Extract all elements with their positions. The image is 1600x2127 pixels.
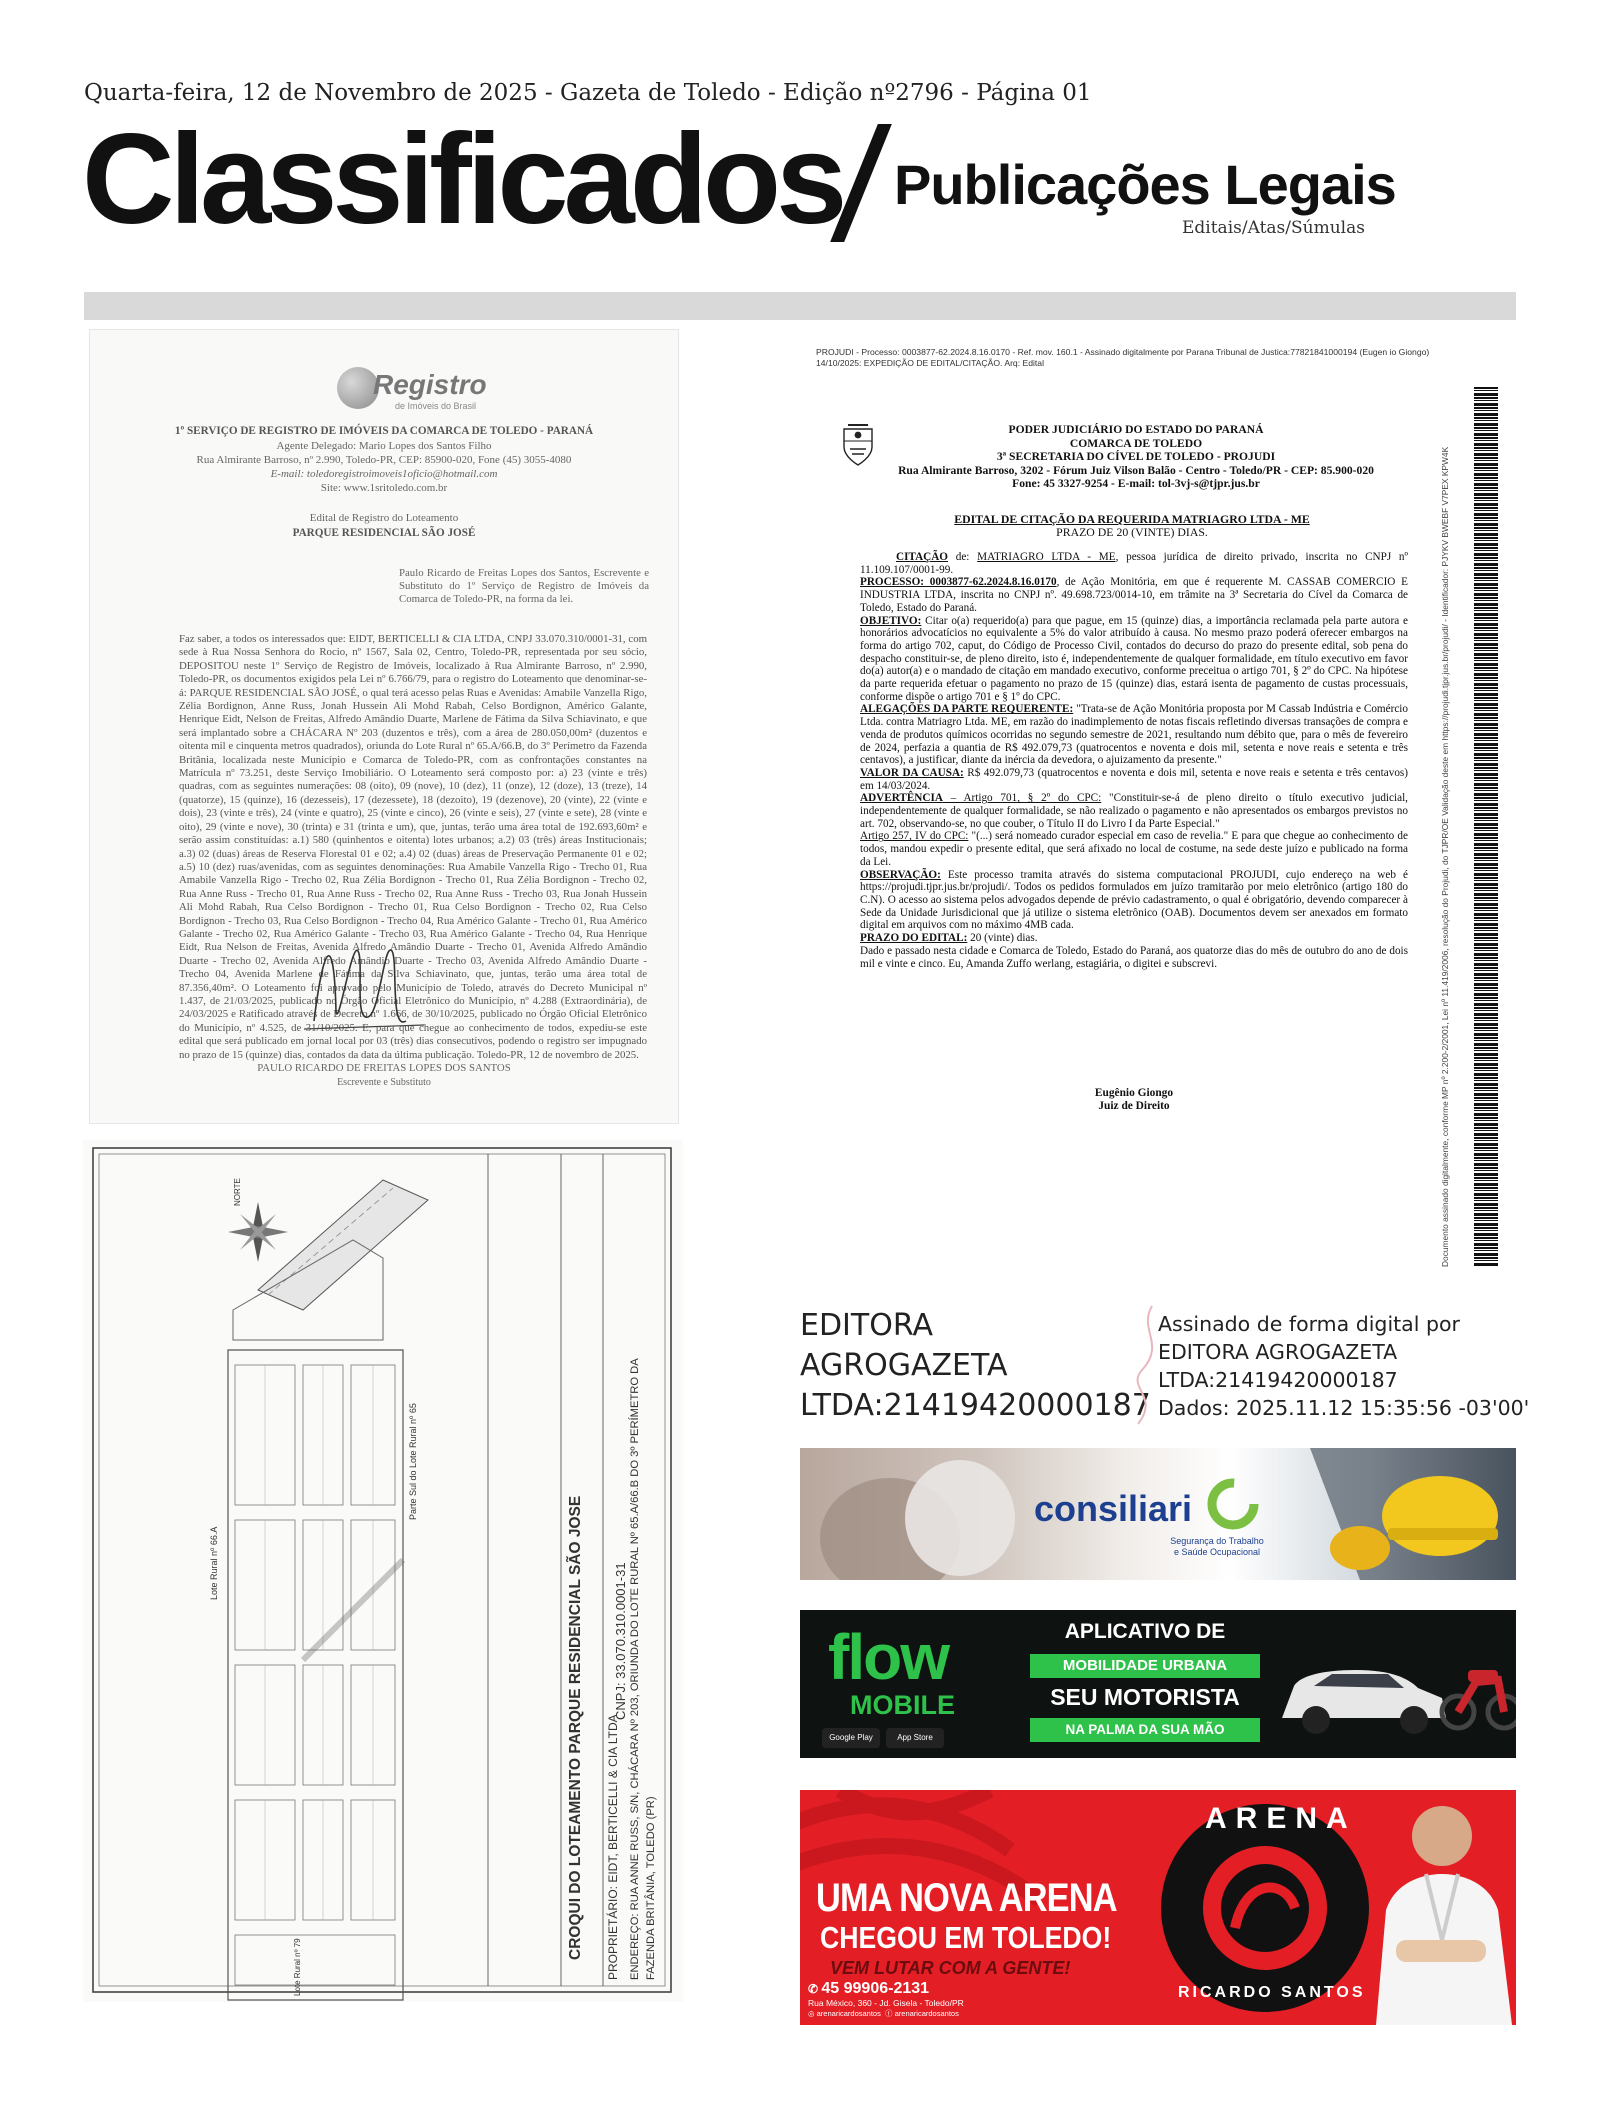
registro-logo-sub: de Imóveis do Brasil [395, 401, 477, 411]
map-north-label: NORTE [233, 1178, 242, 1206]
projudi-header-line1: PROJUDI - Processo: 0003877-62.2024.8.16.0170 - Ref. mov. 160.1 - Assinado digitalmente por Parana Tribunal de Justica:77821841000194 (Eugen io Giongo) [816, 347, 1430, 357]
arena-social-2[interactable]: arenaricardosantos [894, 2009, 959, 2018]
arena-slogan: VEM LUTAR COM A GENTE! [830, 1958, 1071, 1978]
projudi-edital-title [832, 513, 1432, 539]
projudi-paragraph-prazo: PRAZO DO EDITAL: 20 (vinte) dias. [860, 932, 1038, 945]
app-store-badge[interactable]: App Store [886, 1728, 944, 1748]
signer-line1: EDITORA [800, 1308, 933, 1343]
arena-logo-bottom: RICARDO SANTOS [1178, 1984, 1366, 2001]
facebook-icon: ⓕ [885, 2009, 895, 2018]
sign-info-line2: EDITORA AGROGAZETA [1158, 1340, 1398, 1364]
registro-address: Rua Almirante Barroso, nº 2.990, Toledo-PR, CEP: 85900-020, Fone (45) 3055-4080 [196, 454, 572, 466]
masthead [82, 110, 1522, 250]
projudi-validation-strip [1440, 387, 1500, 1267]
map-owner: PROPRIETÁRIO: EIDT, BERTICELLI & CIA LTDA [606, 1714, 620, 1980]
registro-office: 1º SERVIÇO DE REGISTRO DE IMÓVEIS DA COMARCA DE TOLEDO - PARANÁ [174, 425, 594, 437]
projudi-edital [812, 347, 1512, 1267]
flow-line2: MOBILIDADE URBANA [1030, 1654, 1260, 1678]
map-address-line1: ENDEREÇO: RUA ANNE RUSS, S/N, CHÁCARA Nº 203, ORIUNDA DO LOTE RURAL Nº 65.A/66.B DO 3º PERÍMETRO DA [629, 1358, 641, 1980]
barcode-icon [1474, 387, 1498, 1267]
ad-arena-ricardo-santos[interactable] [800, 1790, 1516, 2025]
arena-phone[interactable]: 45 99906-2131 [821, 1980, 930, 1997]
sign-info-line1: Assinado de forma digital por [1158, 1312, 1460, 1336]
masthead-subtitle: Publicações Legais [894, 153, 1396, 216]
map-address-line2: FAZENDA BRITÂNIA, TOLEDO (PR) [645, 1796, 657, 1980]
flow-brand-sub: MOBILE [850, 1690, 955, 1720]
consiliari-tagline-2: e Saúde Ocupacional [1173, 1547, 1261, 1557]
loteamento-map-drawing [83, 1140, 683, 2002]
projudi-judge-role: Juiz de Direito [1098, 1100, 1170, 1112]
map-cnpj: CNPJ: 33.070.310.0001-31 [613, 1562, 628, 1720]
registro-loteamento-name: PARQUE RESIDENCIAL SÃO JOSÉ [292, 527, 476, 539]
arena-headline-2: CHEGOU EM TOLEDO! [820, 1920, 1112, 1955]
projudi-header-line2: 14/10/2025: EXPEDIÇÃO DE EDITAL/CITAÇÃO. Arq: Edital [816, 358, 1044, 368]
projudi-header [816, 347, 1456, 369]
digital-signer-name [800, 1306, 1151, 1426]
registro-logo-brand: Registro [373, 369, 487, 400]
masthead-section-label: Editais/Atas/Súmulas [1182, 218, 1365, 238]
consiliari-tagline [1162, 1536, 1272, 1558]
projudi-title-line1: EDITAL DE CITAÇÃO DA REQUERIDA MATRIAGRO LTDA - ME [954, 512, 1310, 526]
projudi-judge-name: Eugênio Giongo [1094, 1087, 1174, 1099]
flow-line1: APLICATIVO DE [1064, 1620, 1226, 1643]
projudi-paragraph-valor: VALOR DA CAUSA: R$ 492.079,73 (quatrocentos e noventa e dois mil, setenta e nove reais e setenta e três centavos) em 14/03/2024. [860, 766, 1408, 792]
registro-body-text: Faz saber, a todos os interessados que: EIDT, BERTICELLI & CIA LTDA, CNPJ 33.070.310/0001-31, com sede à Rua Nossa Senhora do Rocio, nº 1567, Sala 02, Centro, Toledo-PR, representada por seu sócio, DEPOSITOU neste 1º Serviço de Registro de Imóveis, localizado à Rua Almirante Barroso, nº 2.990, Toledo-PR, os documentos exigidos pela Lei nº 6.766/79, para o registro do Loteamento que denominar-se-á: PARQUE RESIDENCIAL SÃO JOSÉ, o qual terá acesso pelas Ruas e Avenidas: Amabile Vanzella Rigo, Zélia Bordignon, Anne Russ, Jonah Hussein Ali Mohd Rabah, Celso Bordignon, Américo Galante, Henrique Eidt, Nelson de Freitas, Alfredo Amândio Duarte, Marlene de Fátima da Silva Schiavinato, e que será implantado sobre a CHÁCARA Nº 203 (duzentos e três), com a área de 280.050,00m² (duzentos e oitenta mil e cinquenta metros quadrados), oriunda do Lote Rural nº 65.A/66.B, do 3º Perímetro da Fazenda Britânia, localizada neste Município e Comarca de Toledo-PR, com as confrontações constantes na Matrícula nº 73.251, deste Serviço Imobiliário. O Loteamento será composto por: a) 23 (vinte e três) quadras, com as seguintes numerações: 08 (oito), 09 (nove), 10 (dez), 11 (onze), 12 (doze), 13 (treze), 14 (quatorze), 15 (quinze), 16 (dezesseis), 17 (dezessete), 18 (dezoito), 19 (dezenove), 20 (vinte), 22 (vinte e dois), 23 (vinte e três), 24 (vinte e quatro), 25 (vinte e cinco), 26 (vinte e seis), 27 (vinte e sete), 28 (vinte e oito), 29 (vinte e nove), 30 (trinta) e 31 (trinta e um), que, juntas, terão uma área total de 192.693,60m² e serão assim constituídas: a.1) 580 (quinhentos e oitenta) lotes urbanos; a.2) 03 (três) áreas Institucionais; a.3) 02 (duas) áreas de Reserva Florestal 01 e 02; a.4) 02 (duas) áreas de Preservação Permanente 01 e 02; a.5) 10 (dez) ruas/avenidas, com as seguintes denominações: Rua Amabile Vanzella Rigo - Trecho 01, Rua Amabile Vanzella Rigo - Trecho 02, Rua Zélia Bordignon - Trecho 01, Rua Zélia Bordignon - Trecho 02, Rua Anne Russ - Trecho 01, Rua Anne Russ - Trecho 02, Rua Anne Russ - Trecho 03, Rua Jonah Hussein Ali Mohd Rabah, Rua Celso Bordignon - Trecho 01, Rua Celso Bordignon - Trecho 02, Rua Celso Bordignon - Trecho 03, Rua Celso Bordignon - Trecho 04, Rua Américo Galante - Trecho 01, Rua Américo Galante - Trecho 02, Rua Américo Galante - Trecho 03, Rua Américo Galante - Trecho 04, Rua Henrique Eidt, Rua Nelson de Freitas, Avenida Alfredo Amândio Duarte - Trecho 01, Avenida Alfredo Amândio Duarte - Trecho 02, Avenida Alfredo Amândio Duarte - Trecho 03, Avenida Alfredo Amândio Duarte - Trecho 04, Avenida Marlene de Fátima da Silva Schiavinato, que, juntas, terão uma área total de 87.356,40m². O Loteamento foi aprovado pelo Município de Toledo, através do Decreto Municipal nº 1.437, de 21/03/2025, publicado no Órgão Oficial Eletrônico do Município, nº 4.288 (Extraordinária), de 24/03/2025 e Ratificado através de Decreto nº 1.666, de 30/10/2025, publicado no Órgão Oficial Eletrônico do Município, nº 4.525, de 31/10/2025. E, para que chegue ao conhecimento de todos, expediu-se este edital que será publicado em jornal local por 03 (três) dias consecutivos, podendo o registro ser impugnado no prazo de 15 (quinze) dias, contados da data da última publicação. Toledo-PR, 12 de novembro de 2025. [179, 633, 647, 1061]
sign-info-line4: Dados: 2025.11.12 15:35:56 -03'00' [1158, 1396, 1530, 1420]
section-divider-bar [84, 292, 1516, 320]
dateline: Quarta-feira, 12 de Novembro de 2025 - Gazeta de Toledo - Edição nº2796 - Página 01 [84, 80, 1092, 106]
projudi-paragraph-observacao: OBSERVAÇÃO: Este processo tramita através do sistema computacional PROJUDI, cujo endereço na web é https://projudi.tjpr.jus.br/projudi/. Todos os pedidos formulados em juízo tramitarão por meio eletrônico (artigo 180 do C.N). O acesso ao sistema pelos advogados depende de prévio cadastramento, o qual é obrigatório, devendo comparecer à Sede da Unidade Jurisdicional que já utilize o sistema eletrônico (OAB). Documentos devem ser anexados em formato digital em arquivos com no máximo 4MB cada. [860, 868, 1408, 932]
google-play-badge[interactable]: Google Play [822, 1728, 880, 1748]
sign-info-line3: LTDA:21419420000187 [1158, 1368, 1398, 1392]
signer-line2: AGROGAZETA [800, 1348, 1008, 1383]
instagram-icon: ◎ [808, 2009, 817, 2018]
registro-edital-title: Edital de Registro do Loteamento [309, 512, 459, 524]
registro-site: Site: www.1sritoledo.com.br [320, 482, 448, 494]
projudi-court-line5: Fone: 45 3327-9254 - E-mail: tol-3vj-s@tjpr.jus.br [1012, 477, 1260, 491]
map-lot-label-c: Lote Rural nº 79 [293, 1938, 302, 1996]
projudi-court-line2: COMARCA DE TOLEDO [1069, 436, 1203, 450]
registro-agent: Agente Delegado: Mario Lopes dos Santos Filho [276, 440, 492, 452]
projudi-paragraph-citacao: CITAÇÃO de: MATRIAGRO LTDA - ME, pessoa jurídica de direito privado, inscrita no CNPJ nº 11.109.107/0001-99. [860, 551, 1408, 576]
registro-signer-intro: Paulo Ricardo de Freitas Lopes dos Santos, Escrevente e Substituto do 1º Serviço de Registro de Imóveis da Comarca de Toledo-PR, na forma da lei. [399, 567, 649, 605]
digital-signature-info [1158, 1310, 1529, 1422]
registro-logo [337, 367, 487, 415]
projudi-paragraph-dado: Dado e passado nesta cidade e Comarca de Toledo, Estado do Paraná, aos quatorze dias do mês de outubro do ano de dois mil e vinte e cinco. Eu, Amanda Zuffo werlang, estagiária, o digitei e subscrevi. [860, 944, 1408, 970]
registro-email: E-mail: toledoregistroimoveis1oficio@hotmail.com [270, 468, 498, 480]
projudi-paragraph-processo: PROCESSO: 0003877-62.2024.8.16.0170, de Ação Monitória, em que é requerente M. CASSAB COMERCIO E INDUSTRIA LTDA, inscrita no CNPJ nº. 49.698.723/0014-10, em trâmite na 3ª Secretaria do Cível da Comarca de Toledo, Estado do Paraná. [860, 576, 1408, 614]
handwritten-signature [294, 921, 434, 1041]
ad-flow-mobile[interactable] [800, 1610, 1516, 1758]
projudi-paragraph-objetivo: OBJETIVO: Citar o(a) requerido(a) para que pague, em 15 (quinze) dias, a importância reclamada pela parte autora e honorários advocatícios no equivalente a 5% do valor atribuído à causa. No mesmo prazo poderá oferecer embargos na forma do artigo 702, caput, do Código de Processo Civil, contados do decurso do prazo do presente edital, sob pena do despacho constituir-se, de pleno direito, isto é, independentemente de qualquer formalidade, em título executivo em favor do(a) autor(a) e o mandado de citação em mandado executivo, conforme preceitua o artigo 701, § 2º do CPC. Na hipótese da parte requerida efetuar o pagamento no prazo de 15 (quinze) dias, estará isenta de pagamento de custas processuais, conforme dispõe o artigo 701 e § 1º do CPC. [860, 614, 1408, 703]
loteamento-map-scan [83, 1140, 683, 2002]
registro-edital-scan [89, 329, 679, 1124]
registro-signature-role: Escrevente e Substituto [337, 1077, 431, 1088]
consiliari-tagline-1: Segurança do Trabalho [1170, 1536, 1264, 1546]
map-lot-label-b: Parte Sul do Lote Rural nº 65 [408, 1403, 418, 1520]
arena-address: Rua México, 360 - Jd. Gisela - Toledo/PR [808, 1998, 964, 2008]
flow-car-moto-art [1266, 1610, 1516, 1758]
projudi-body [860, 551, 1408, 970]
arena-logo-top: ARENA [1205, 1802, 1357, 1835]
arena-contact [808, 1980, 964, 2019]
registro-signature-name: PAULO RICARDO DE FREITAS LOPES DOS SANTOS [257, 1062, 511, 1074]
projudi-court-header [856, 423, 1416, 491]
projudi-title-line2: PRAZO DE 20 (VINTE) DIAS. [1056, 525, 1208, 539]
arena-athlete-photo [1366, 1790, 1516, 2025]
compass-rose-icon [228, 1202, 288, 1262]
projudi-paragraph-alegacoes: ALEGAÇÕES DA PARTE REQUERENTE: "Trata-se de Ação Monitória proposta por M Cassab Indústria e Comércio Ltda. contra Matriagro Ltda. ME, em razão do inadimplemento de notas fiscais refletindo diversas transações de compra e venda de produtos químicos ocorridas no segundo semestre de 2021, resultando num débito que, para o mês de fevereiro de 2024, perfazia a quantia de R$ 492.079,73 (quatrocentos e noventa e dois mil, setenta e nove reais e setenta e três centavos), a justificar, diante da inércia da devedora, o ajuizamento da presente." [860, 703, 1408, 767]
flow-line3: SEU MOTORISTA [1050, 1684, 1240, 1710]
arena-social-1[interactable]: arenaricardosantos [816, 2009, 881, 2018]
projudi-court-line1: PODER JUDICIÁRIO DO ESTADO DO PARANÁ [1008, 423, 1264, 436]
whatsapp-icon: ✆ [808, 1982, 822, 1996]
consiliari-ring-icon [1205, 1476, 1261, 1532]
projudi-judge-signature [860, 1087, 1408, 1113]
signer-line3: LTDA:21419420000187 [800, 1388, 1151, 1423]
ad-consiliari[interactable] [800, 1448, 1516, 1580]
arena-headline-1: UMA NOVA ARENA [816, 1876, 1117, 1920]
flow-line4: NA PALMA DA SUA MÃO [1030, 1718, 1260, 1742]
consiliari-brand: consiliari [1034, 1488, 1193, 1529]
map-title: CROQUI DO LOTEAMENTO PARQUE RESIDENCIAL SÃO JOSE [567, 1495, 584, 1960]
projudi-court-line4: Rua Almirante Barroso, 3202 - Fórum Juiz Vilson Balão - Centro - Toledo/PR - CEP: 85.900-020 [898, 463, 1374, 477]
flow-brand: flow [828, 1621, 948, 1693]
projudi-paragraph-artigo257: Artigo 257, IV do CPC: "(...) será nomeado curador especial em caso de revelia." E para que chegue ao conhecimento de todos, mandou expedir o presente edital, que será afixado no local de costume, na sede deste juízo e publicado na forma da Lei. [860, 830, 1408, 868]
projudi-court-line3: 3ª SECRETARIA DO CÍVEL DE TOLEDO - PROJUDI [996, 450, 1276, 464]
masthead-title: Classificados [82, 108, 843, 251]
map-lot-label-a: Lote Rural nº 66.A [209, 1526, 219, 1600]
projudi-validation-text: Documento assinado digitalmente, conforme MP nº 2.200-2/2001, Lei nº 11.419/2006, resolução do Projudi, do TJPR/OE Validação deste em https://projudi.tjpr.jus.br/projudi/ - Identificador: PJYKV BWEBF V7PEX KPW4K [1440, 446, 1450, 1267]
projudi-paragraph-advertencia: ADVERTÊNCIA – Artigo 701, § 2º do CPC: "Constituir-se-á de pleno direito o título executivo judicial, independentemente de qualquer formalidade, se não realizado o pagamento e não apresentados os embargos previstos no art. 702, observando-se, no que couber, o Título II do Livro I da Parte Especial." [860, 792, 1408, 830]
